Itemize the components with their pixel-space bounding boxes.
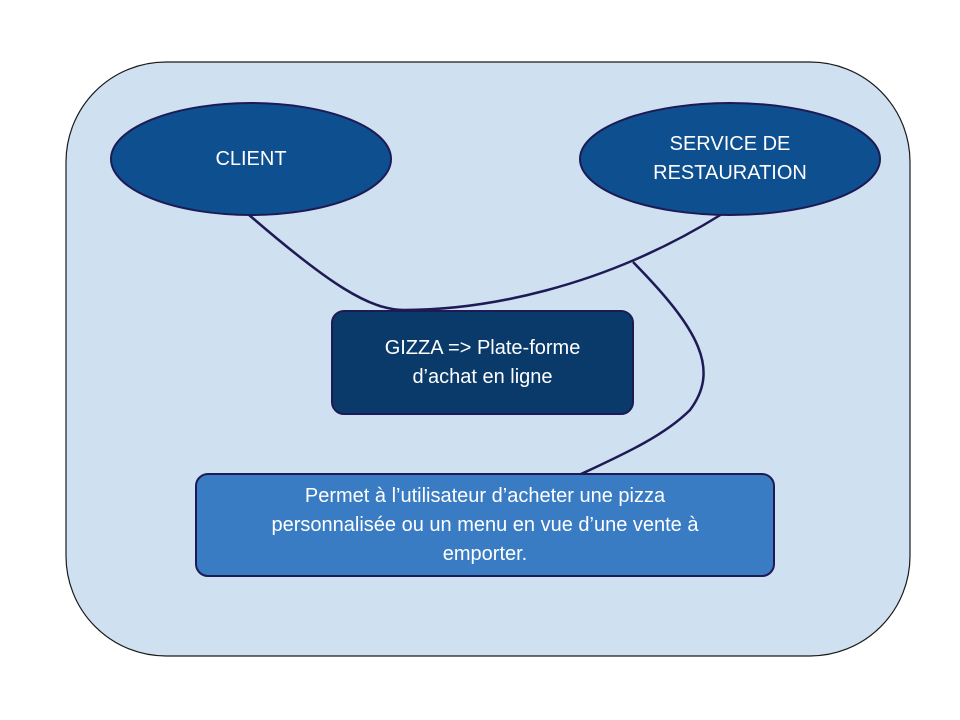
platform-label: GIZZA => Plate-forme d’achat en ligne [384, 336, 581, 388]
description-label: Permet à l’utilisateur d’acheter une pizza personnalisée ou un menu en vue d’une vente à emporter. [271, 484, 699, 565]
service-label: SERVICE DE RESTAURATION [653, 133, 807, 184]
client-label: CLIENT [215, 147, 287, 170]
